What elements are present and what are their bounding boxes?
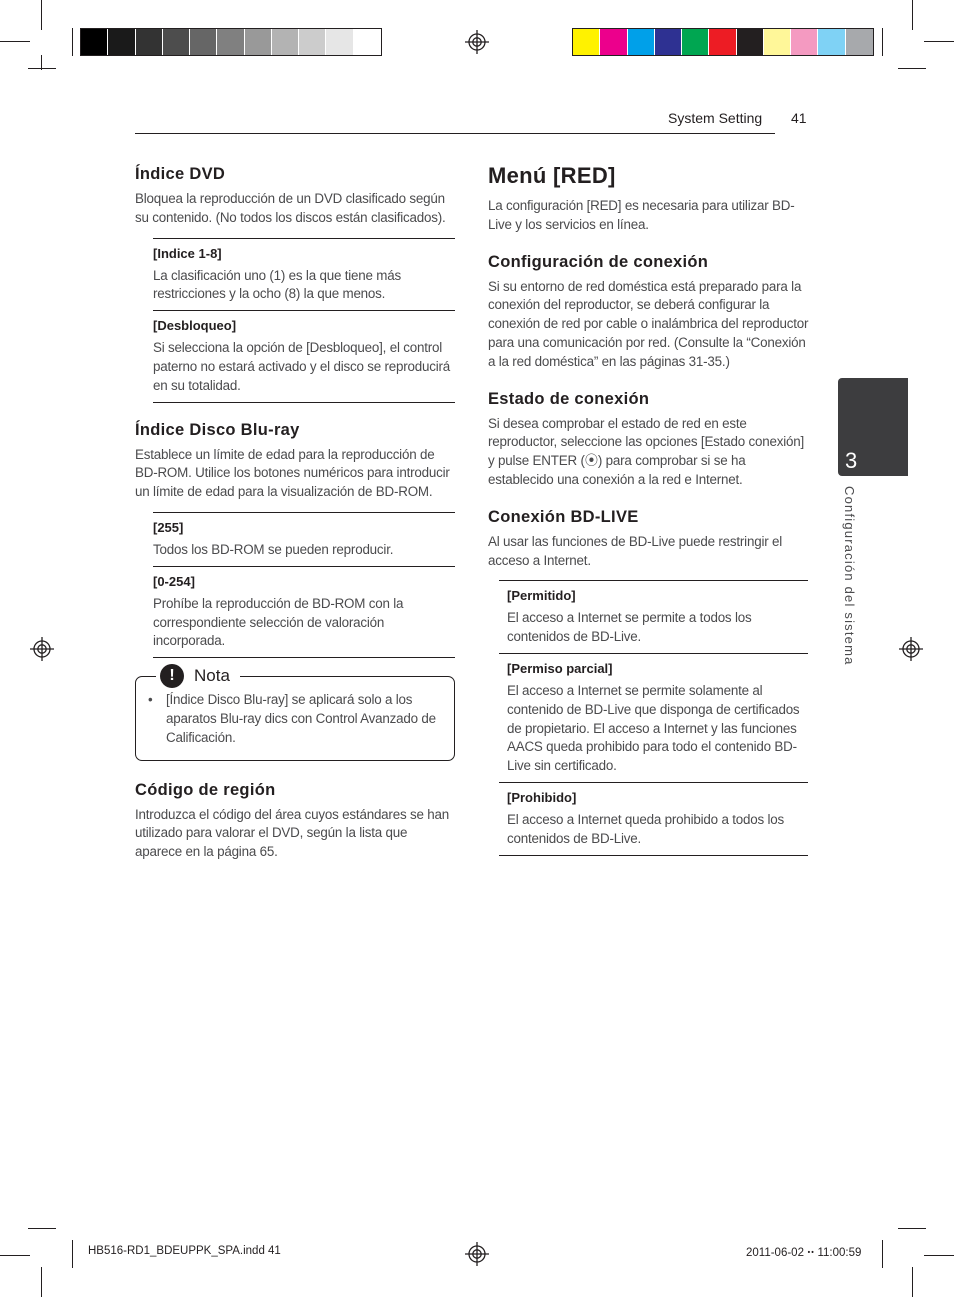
option-table-indice-bluray	[153, 512, 455, 658]
color-swatch	[709, 29, 736, 55]
option-row	[153, 513, 455, 567]
note-text: [Índice Disco Blu-ray] se aplicará solo a los aparatos Blu-ray dics con Control Avanzado de Calificación.	[166, 692, 436, 745]
note-box	[135, 666, 455, 760]
color-swatch	[81, 29, 108, 55]
crop-mark	[41, 0, 42, 30]
option-row	[499, 783, 808, 856]
registration-mark-icon	[30, 637, 54, 661]
option-description: Si selecciona la opción de [Desbloqueo], el control paterno no estará activado y el disco se reproducirá en su totalidad.	[153, 340, 451, 393]
crop-mark	[72, 28, 73, 56]
color-swatch	[326, 29, 353, 55]
option-row	[153, 567, 455, 658]
header-rule	[135, 133, 775, 134]
section-body-codigo-region: Introduzca el código del área cuyos estándares se han utilizado para valorar el DVD, según la lista que aparece en la página 65.	[135, 806, 449, 860]
crop-mark	[28, 1228, 56, 1229]
color-swatch	[818, 29, 845, 55]
running-header-section: System Setting	[668, 110, 763, 126]
footer-file-slug: HB516-RD1_BDEUPPK_SPA.indd 41	[88, 1245, 281, 1257]
main-body-menu-red: La configuración [RED] es necesaria para utilizar BD-Live y los servicios en línea.	[488, 198, 795, 232]
color-swatch	[764, 29, 791, 55]
section-body-indice-dvd: Bloquea la reproducción de un DVD clasificado según su contenido. (No todos los discos están clasificados).	[135, 191, 446, 225]
crop-mark	[28, 68, 56, 69]
option-row	[499, 581, 808, 654]
color-swatch	[272, 29, 299, 55]
crop-mark	[882, 1240, 883, 1268]
option-description: La clasificación uno (1) es la que tiene más restricciones y la ocho (8) la que menos.	[153, 267, 401, 302]
color-swatch	[600, 29, 627, 55]
crop-mark	[72, 1240, 73, 1268]
chapter-number: 3	[845, 448, 858, 473]
color-swatch	[737, 29, 764, 55]
process-color-bar	[572, 28, 874, 56]
section-title-indice-bluray: Índice Disco Blu-ray	[135, 420, 300, 439]
note-item	[148, 691, 444, 747]
color-swatch	[108, 29, 135, 55]
option-row	[499, 654, 808, 783]
crop-mark	[41, 1267, 42, 1297]
section-body-estado-conexion: Si desea comprobar el estado de red en este reproductor, seleccione las opciones [Estado conexión] y pulse ENTER (⦿) para comprobar si se ha establecido una conexión a la red e Internet.	[488, 415, 804, 487]
color-swatch	[573, 29, 600, 55]
option-description: El acceso a Internet se permite solamente al contenido de BD-Live que disponga de certificados de propietario. El acceso a Internet y las funciones AACS queda prohibido para todo el contenido BD-Live sin certificado.	[507, 682, 800, 774]
section-body-indice-bluray: Establece un límite de edad para la reproducción de BD-ROM. Utilice los botones numéricos para introducir un límite de edad para la visualización de BD-ROM.	[135, 446, 450, 500]
color-swatch	[655, 29, 682, 55]
option-description: Prohíbe la reproducción de BD-ROM con la correspondiente selección de valoración incorporada.	[153, 595, 404, 649]
option-label: [Indice 1-8]	[153, 245, 222, 261]
crop-mark	[898, 68, 926, 69]
color-swatch	[136, 29, 163, 55]
crop-mark	[0, 41, 30, 42]
right-column	[488, 163, 810, 856]
color-swatch	[682, 29, 709, 55]
option-row	[153, 311, 455, 402]
crop-mark	[0, 1255, 30, 1256]
option-table-bdlive	[499, 580, 808, 855]
section-title-configuracion-conexion: Configuración de conexión	[488, 252, 709, 271]
color-swatch	[163, 29, 190, 55]
color-swatch	[846, 29, 873, 55]
option-description: El acceso a Internet queda prohibido a todos los contenidos de BD-Live.	[507, 811, 785, 846]
section-body-configuracion-conexion: Si su entorno de red doméstica está preparado para la conexión del reproductor, se deberá configurar la conexión de red por cable o inalámbrica del reproductor para una comunicación por red. (Consulte la “Conexión a la red doméstica” en las páginas 31-35.)	[488, 278, 809, 369]
section-title-codigo-region: Código de región	[135, 780, 276, 799]
footer-date-slug: 2011-06-02 ꞏꞏ 11:00:59	[746, 1247, 862, 1259]
section-title-conexion-bdlive: Conexión BD-LIVE	[488, 507, 639, 526]
crop-mark	[882, 28, 883, 56]
option-description: Todos los BD-ROM se pueden reproducir.	[153, 541, 394, 557]
color-swatch	[245, 29, 272, 55]
main-title-menu-red: Menú [RED]	[488, 163, 616, 188]
note-title: Nota	[194, 666, 230, 686]
crop-mark	[912, 1267, 913, 1297]
registration-mark-icon	[899, 637, 923, 661]
crop-mark	[898, 1228, 926, 1229]
option-row	[153, 239, 455, 312]
option-table-indice-dvd	[153, 238, 455, 403]
color-swatch	[791, 29, 818, 55]
crop-mark	[924, 41, 954, 42]
option-label: [Desbloqueo]	[153, 318, 237, 334]
option-label: [0-254]	[153, 573, 195, 589]
section-title-indice-dvd: Índice DVD	[135, 165, 226, 183]
color-swatch	[354, 29, 381, 55]
section-body-conexion-bdlive: Al usar las funciones de BD-Live puede restringir el acceso a Internet.	[488, 533, 783, 568]
option-label: [Permitido]	[507, 588, 576, 604]
note-header	[156, 664, 240, 688]
option-label: [Prohibido]	[507, 789, 577, 805]
option-label: [255]	[153, 519, 184, 535]
color-swatch	[190, 29, 217, 55]
page-number: 41	[791, 110, 807, 126]
color-swatch	[217, 29, 244, 55]
crop-mark	[912, 0, 913, 30]
exclamation-icon: !	[160, 664, 184, 688]
grayscale-color-bar	[80, 28, 382, 56]
color-swatch	[628, 29, 655, 55]
color-swatch	[299, 29, 326, 55]
registration-mark-icon	[465, 30, 489, 54]
crop-mark	[924, 1255, 954, 1256]
registration-mark-icon	[465, 1242, 489, 1266]
section-title-estado-conexion: Estado de conexión	[488, 389, 650, 408]
option-label: [Permiso parcial]	[507, 660, 613, 676]
left-column	[135, 165, 455, 862]
bullet: •	[148, 692, 153, 708]
option-description: El acceso a Internet se permite a todos los contenidos de BD-Live.	[507, 610, 752, 645]
chapter-label: Configuración del sistema	[842, 486, 857, 666]
